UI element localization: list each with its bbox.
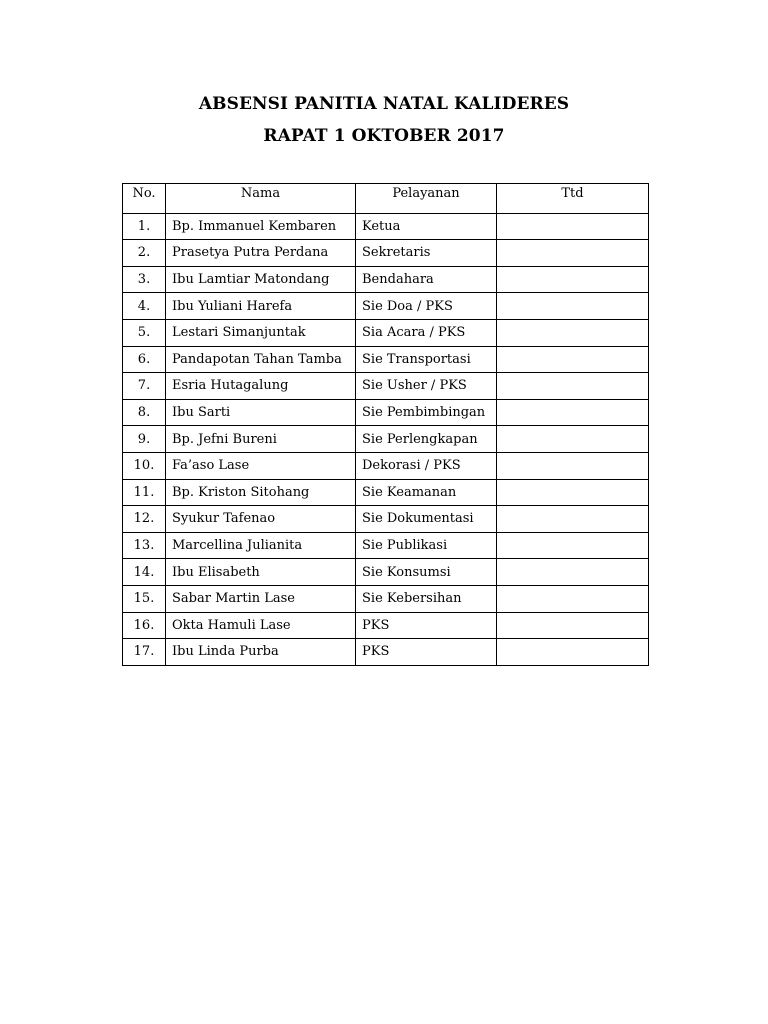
signature-cell: [497, 585, 649, 612]
header-no: No.: [123, 184, 166, 214]
row-number: 3.: [123, 266, 166, 293]
table-row: [123, 452, 649, 479]
row-number: 15.: [123, 585, 166, 612]
row-name: Sabar Martin Lase: [166, 585, 356, 612]
row-number: 1.: [123, 213, 166, 240]
signature-cell: [497, 346, 649, 373]
row-role: Sie Usher / PKS: [356, 373, 497, 400]
row-role: Sie Transportasi: [356, 346, 497, 373]
signature-cell: [497, 479, 649, 506]
row-name: Bp. Immanuel Kembaren: [166, 213, 356, 240]
signature-cell: [497, 452, 649, 479]
row-name: Ibu Linda Purba: [166, 639, 356, 666]
table-body: [123, 213, 649, 665]
row-number: 9.: [123, 426, 166, 453]
row-role: Sie Keamanan: [356, 479, 497, 506]
signature-cell: [497, 293, 649, 320]
signature-cell: [497, 266, 649, 293]
header-ttd: Ttd: [497, 184, 649, 214]
row-name: Esria Hutagalung: [166, 373, 356, 400]
row-role: Sia Acara / PKS: [356, 319, 497, 346]
row-name: Ibu Lamtiar Matondang: [166, 266, 356, 293]
signature-cell: [497, 426, 649, 453]
signature-cell: [497, 506, 649, 533]
row-role: PKS: [356, 612, 497, 639]
row-role: Sie Kebersihan: [356, 585, 497, 612]
row-name: Bp. Jefni Bureni: [166, 426, 356, 453]
table-row: [123, 559, 649, 586]
row-name: Pandapotan Tahan Tamba: [166, 346, 356, 373]
row-number: 17.: [123, 639, 166, 666]
row-role: Sie Perlengkapan: [356, 426, 497, 453]
page-title: ABSENSI PANITIA NATAL KALIDERES: [198, 94, 570, 114]
row-role: Ketua: [356, 213, 497, 240]
signature-cell: [497, 639, 649, 666]
row-name: Okta Hamuli Lase: [166, 612, 356, 639]
table-row: [123, 373, 649, 400]
row-number: 2.: [123, 240, 166, 267]
row-number: 7.: [123, 373, 166, 400]
table-row: [123, 532, 649, 559]
table-row: [123, 639, 649, 666]
table-row: [123, 479, 649, 506]
table-row: [123, 426, 649, 453]
row-role: Bendahara: [356, 266, 497, 293]
row-role: PKS: [356, 639, 497, 666]
table-row: [123, 346, 649, 373]
table-row: [123, 612, 649, 639]
row-number: 4.: [123, 293, 166, 320]
row-number: 5.: [123, 319, 166, 346]
row-number: 13.: [123, 532, 166, 559]
attendance-table: [122, 183, 649, 666]
signature-cell: [497, 240, 649, 267]
row-number: 6.: [123, 346, 166, 373]
row-name: Ibu Elisabeth: [166, 559, 356, 586]
table-row: [123, 319, 649, 346]
row-role: Sie Pembimbingan: [356, 399, 497, 426]
row-name: Ibu Sarti: [166, 399, 356, 426]
row-name: Lestari Simanjuntak: [166, 319, 356, 346]
header-pelayanan: Pelayanan: [356, 184, 497, 214]
row-role: Sie Konsumsi: [356, 559, 497, 586]
row-number: 12.: [123, 506, 166, 533]
row-name: Ibu Yuliani Harefa: [166, 293, 356, 320]
table-row: [123, 240, 649, 267]
row-role: Sie Publikasi: [356, 532, 497, 559]
table-row: [123, 293, 649, 320]
row-name: Syukur Tafenao: [166, 506, 356, 533]
signature-cell: [497, 559, 649, 586]
signature-cell: [497, 319, 649, 346]
row-name: Fa’aso Lase: [166, 452, 356, 479]
row-number: 16.: [123, 612, 166, 639]
table-row: [123, 506, 649, 533]
row-role: Sie Dokumentasi: [356, 506, 497, 533]
table-row: [123, 585, 649, 612]
row-name: Marcellina Julianita: [166, 532, 356, 559]
table-row: [123, 213, 649, 240]
row-role: Sekretaris: [356, 240, 497, 267]
signature-cell: [497, 399, 649, 426]
row-number: 14.: [123, 559, 166, 586]
header-nama: Nama: [166, 184, 356, 214]
table-header-row: [123, 184, 649, 214]
row-name: Bp. Kriston Sitohang: [166, 479, 356, 506]
row-number: 8.: [123, 399, 166, 426]
row-name: Prasetya Putra Perdana: [166, 240, 356, 267]
row-number: 11.: [123, 479, 166, 506]
table-row: [123, 266, 649, 293]
table-row: [123, 399, 649, 426]
row-number: 10.: [123, 452, 166, 479]
row-role: Dekorasi / PKS: [356, 452, 497, 479]
row-role: Sie Doa / PKS: [356, 293, 497, 320]
signature-cell: [497, 532, 649, 559]
signature-cell: [497, 213, 649, 240]
meeting-subtitle: RAPAT 1 OKTOBER 2017: [263, 126, 505, 146]
signature-cell: [497, 373, 649, 400]
signature-cell: [497, 612, 649, 639]
